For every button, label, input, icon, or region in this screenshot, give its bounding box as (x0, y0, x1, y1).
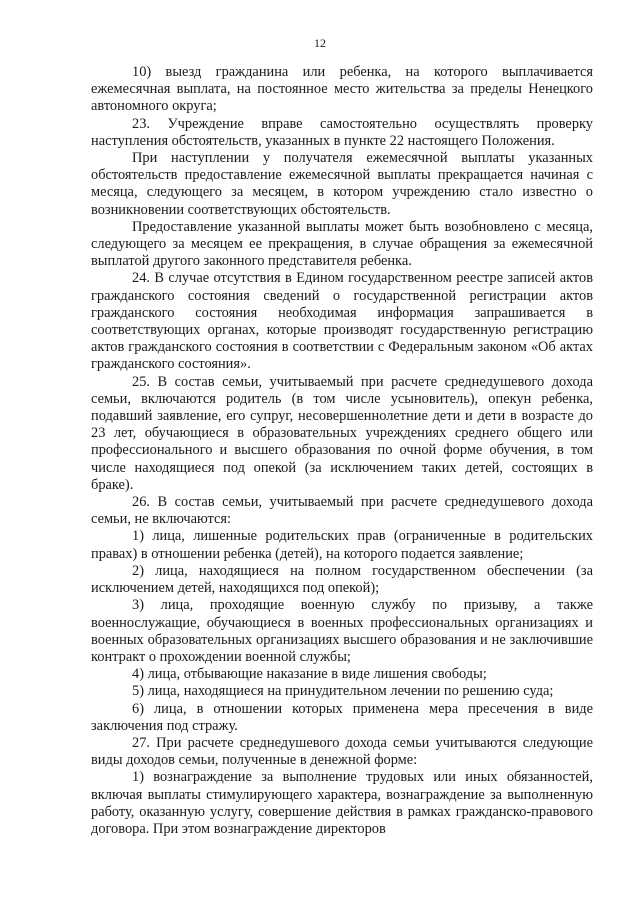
paragraph-23-termination: При наступлении у получателя ежемесячной выплаты указанных обстоятельств предоставление ежемесячной выплаты прекращается начиная с месяца, следующего за месяцем, в котором учреждению стало известно о возникновении соответствующих обстоятельств. (91, 150, 593, 218)
paragraph-27: 27. При расчете среднедушевого дохода семьи учитываются следующие виды доходов семьи, полученные в денежной форме: (91, 734, 593, 769)
paragraph-26-item-4: 4) лица, отбывающие наказание в виде лишения свободы; (132, 666, 487, 683)
paragraph-27-item-1: 1) вознаграждение за выполнение трудовых или иных обязанностей, включая выплаты стимулирующего характера, вознаграждение за выполненную работу, оказанную услугу, совершение действия в рамках гражданско-правового договора. При этом вознаграждение директоров (91, 769, 593, 837)
paragraph-23: 23. Учреждение вправе самостоятельно осуществлять проверку наступления обстоятельств, указанных в пункте 22 настоящего Положения. (91, 115, 593, 149)
paragraph-26-item-2: 2) лица, находящиеся на полном государственном обеспечении (за исключением детей, находящихся под опекой); (91, 562, 593, 597)
paragraph-26-item-1: 1) лица, лишенные родительских прав (ограниченные в родительских правах) в отношении ребенка (детей), на которого подается заявление; (91, 528, 593, 562)
paragraph-25: 25. В состав семьи, учитываемый при расчете среднедушевого дохода семьи, включаются родитель (в том числе усыновитель), опекун ребенка, подавший заявление, его супруг, несовершеннолетние дети и дети в возрасте до 23 лет, обучающиеся в образовательных учреждениях среднего общего или профессионального и высшего образования по очной форме обучения, в том числе находящиеся под опекой (за исключением таких детей, состоящих в браке). (91, 373, 593, 493)
document-body (91, 64, 593, 838)
paragraph-item-10: 10) выезд гражданина или ребенка, на которого выплачивается ежемесячная выплата, на постоянное место жительства за пределы Ненецкого автономного округа; (91, 64, 593, 115)
page-number: 12 (314, 36, 326, 50)
paragraph-26: 26. В состав семьи, учитываемый при расчете среднедушевого дохода семьи, не включаются: (91, 494, 593, 528)
paragraph-23-resumption: Предоставление указанной выплаты может быть возобновлено с месяца, следующего за месяцем ее прекращения, в случае обращения за ежемесячной выплатой другого законного представителя ребенка. (91, 218, 593, 270)
paragraph-26-item-6: 6) лица, в отношении которых применена мера пресечения в виде заключения под стражу. (91, 700, 593, 734)
paragraph-26-item-3: 3) лица, проходящие военную службу по призыву, а также военнослужащие, обучающиеся в военных профессиональных организациях и военных образовательных организациях высшего образования и не заключившие контракт о прохождении военной службы; (91, 597, 593, 665)
paragraph-26-item-5: 5) лица, находящиеся на принудительном лечении по решению суда; (132, 683, 554, 700)
paragraph-24: 24. В случае отсутствия в Едином государственном реестре записей актов гражданского состояния сведений о государственной регистрации актов гражданского состояния необходимая информация запрашивается в соответствующих органах, которые производят государственную регистрацию актов гражданского состояния в соответствии с Федеральным законом «Об актах гражданского состояния». (91, 270, 593, 373)
